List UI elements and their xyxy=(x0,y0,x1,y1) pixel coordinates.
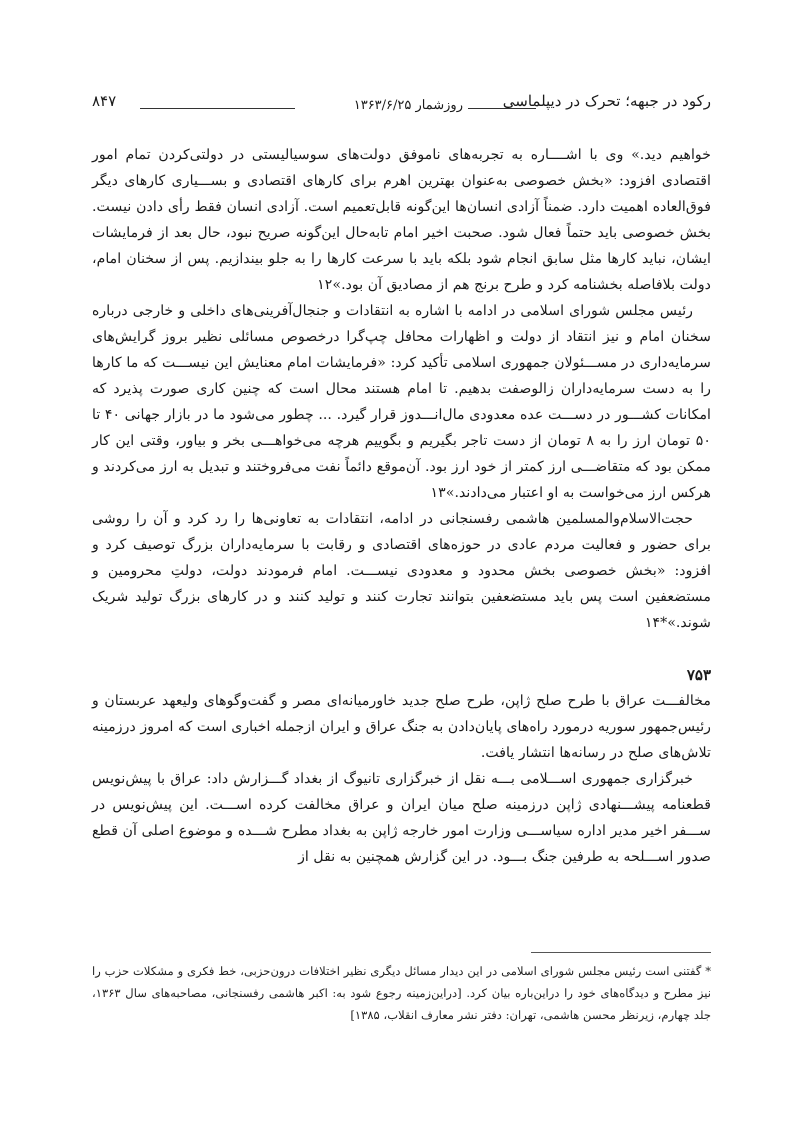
section-number: ۷۵۳ xyxy=(686,666,711,684)
header-date: روزشمار ۱۳۶۳/۶/۲۵ xyxy=(353,98,463,113)
running-title: رکود در جبهه؛ تحرک در دیپلماسی xyxy=(502,92,711,110)
paragraph: رئیس مجلس شورای اسلامی در ادامه با اشاره به انتقادات و جنجال‌آفرینی‌های داخلی و خارجی درباره سخنان امام و نیز انتقاد از دولت و اظهارات محافل چپ‌گرا درخصوص مسائلی نظیر بروز گرایش‌های سرمایه‌داری در مســـئولان جمهوری اسلامی تأکید کرد: «فرمایشات امام معنایش این نیســـت که ما کارها را به دست سرمایه‌داران زالوصفت بدهیم. تا امام هستند محال است که چنین کاری صورت پذیرد که امکانات کشـــور در دســـت عده معدودی مال‌انـــدوز قرار گیرد. ... چطور می‌شود ما در بازار جهانی ۴۰ تا ۵۰ تومان ارز را به ۸ تومان از دست تاجر بگیریم و بگوییم هرچه می‌خواهـــی بخر و بیاور، وقتی این کار ممکن بود که متقاضـــی ارز کمتر از خود ارز بود. آن‌موقع دائماً نفت می‌فروختند و تبدیل به ارز می‌کردند و هرکس ارز می‌خواست به او اعتبار می‌دادند.»۱۳ xyxy=(92,303,712,501)
footnote-rule xyxy=(531,952,711,953)
page-header xyxy=(92,92,711,120)
page-number: ۸۴۷ xyxy=(92,92,117,110)
paragraph: خواهیم دید.» وی با اشــــاره به تجربه‌های ناموفق دولت‌های سوسیالیستی در دولتی‌کردن تمام امور اقتصادی افزود: «بخش خصوصی به‌عنوان بهترین اهرم برای کارهای اقتصادی و بســـیاری کارهای دیگر فوق‌العاده اهمیت دارد. ضمناً آزادی انسان‌ها این‌گونه قابل‌تعمیم است. آزادی انسان فقط رأی دادن نیست. بخش خصوصی باید حتماً فعال شود. صحبت اخیر امام تابه‌حال این‌گونه صریح نبود، حال بعد از فرمایشات ایشان، نباید کارها مثل سابق انجام شود بلکه باید با سرعت کارها را به جلو بیندازیم. پس از سخنان امام، دولت بلافاصله بخشنامه کرد و طرح برنج هم از مصادیق آن بود.»۱۲ xyxy=(92,147,711,293)
footnote: * گفتنی است رئیس مجلس شورای اسلامی در این دیدار مسائل دیگری نظیر اختلافات درون‌حزبی، خط فکری و مشکلات حزب را نیز مطرح و دیدگاه‌های خود را دراین‌باره بیان کرد. [دراین‌زمینه رجوع شود به: اکبر هاشمی رفسنجانی، مصاحبه‌های سال ۱۳۶۳، جلد چهارم، زیرنظر محسن هاشمی، تهران: دفتر نشر معارف انقلاب، ۱۳۸۵] xyxy=(92,964,711,1022)
paragraph: مخالفـــت عراق با طرح صلح ژاپن، طرح صلح جدید خاورمیانه‌ای مصر و گفت‌وگوهای ولیعهد عربستان و رئیس‌جمهور سوریه درمورد راه‌های پایان‌دادن به جنگ عراق و ایران ازجمله اخباری است که امروز درزمینه تلاش‌های صلح در رسانه‌ها انتشار یافت. xyxy=(92,693,711,761)
header-rule xyxy=(468,108,536,109)
main-text xyxy=(92,142,711,870)
paragraph: خبرگزاری جمهوری اســـلامی بـــه نقل از خبرگزاری تانیوگ از بغداد گـــزارش داد: عراق با پیش‌نویس قطعنامه پیشـــنهادی ژاپن درزمینه صلح میان ایران و عراق مخالفت کرده اســـت. این پیش‌نویس در ســـفر اخیر مدیر اداره سیاســـی وزارت امور خارجه ژاپن به بغداد مطرح شـــده و موضوع اصلی آن قطع صدور اســـلحه به طرفین جنگ بـــود. در این گزارش همچنین به نقل از xyxy=(92,771,711,865)
header-rule xyxy=(140,108,295,109)
paragraph: حجت‌الاسلام‌والمسلمین هاشمی رفسنجانی در ادامه، انتقادات به تعاونی‌ها را رد کرد و آن را روشی برای حضور و فعالیت مردم عادی در حوزه‌های اقتصادی و رقابت با سرمایه‌داران بزرگ توصیف کرد و افزود: «بخش خصوصی بخش محدود و معدودی نیســـت. امام فرمودند دولت، دولتِ محرومین و مستضعفین است پس باید مستضعفین بتوانند تجارت کنند و تولید کنند و در کارهای بزرگ تولید شریک شوند.»*۱۴ xyxy=(92,511,711,631)
